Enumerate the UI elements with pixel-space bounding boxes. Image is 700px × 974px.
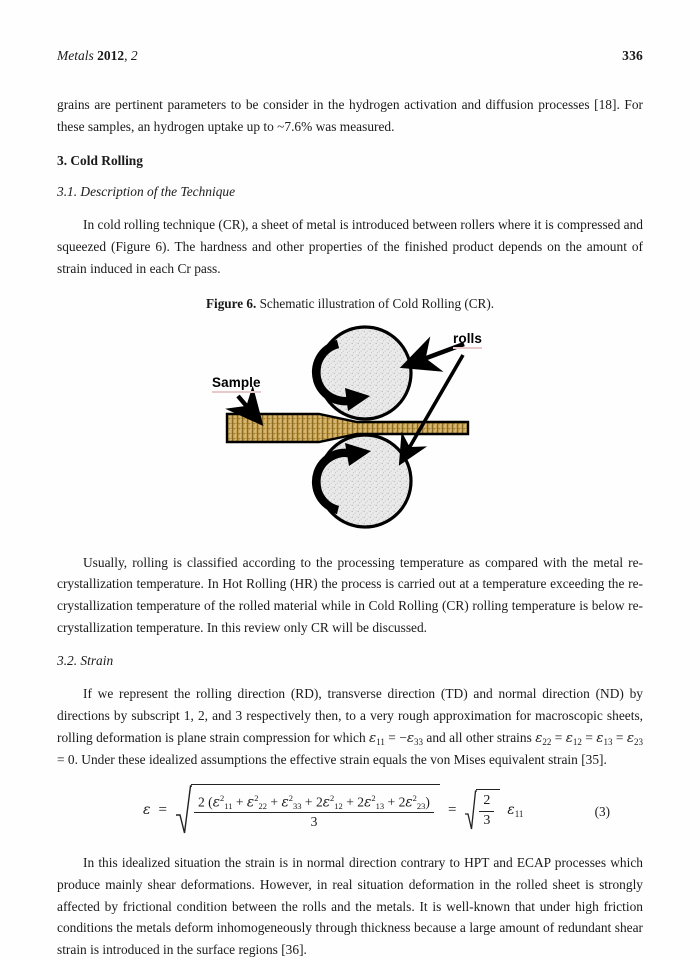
paragraph-hot-vs-cold: Usually, rolling is classified according to the processing temperature as compared with the metal re-crystallization temperature. In Hot Rolling (HR) the process is carried out at a temperature exceeding the re-crystallization temperature of the rolled material while in Cold Rolling (CR) rolling temperature is below re-crystallization temperature. In this review only CR will be discussed. [57,554,643,635]
equation-3-row [57,784,643,842]
epsilon-12: ε [565,730,573,746]
journal-name: Metals [57,48,94,63]
page-content [57,48,643,974]
epsilon-11: ε [369,730,377,746]
epsilon-11-sub: 11 [376,736,385,747]
rhs-radical-content [476,789,500,831]
bottom-roll-circle [319,435,411,527]
figure-label-sample: Sample [212,376,261,393]
equation-denominator: 3 [310,814,318,830]
strain-text-part1: If we represent the rolling direction (RD), transverse direction (TD) and normal direction (ND) by directions by subscript 1, 2, and 3 respectively then, to a very rough approximation for macroscopic sheets, rolling deformation is plane strain compression for which [57,686,643,745]
figure-caption [57,296,643,312]
equation-rhs-epsilon: $\varepsilon_{11}$ [507,802,524,820]
paragraph-cold-rolling-intro: In cold rolling technique (CR), a sheet of metal is introduced between rollers where it is compressed and squeezed (Figure 6). The hardness and other properties of the finished product depends on the amount of strain induced in each Cr pass. [57,217,644,276]
heading-section-3: 3. Cold Rolling [57,153,143,169]
strain-eq-c: = [612,729,627,745]
heading-subsection-3-2: 3.2. Strain [57,653,114,669]
epsilon-33-sub: 33 [414,736,423,747]
radical-content [191,784,440,836]
heading-subsection-3-1: 3.1. Description of the Technique [57,184,236,200]
equation-equals-1: = [158,801,167,818]
strain-text-part2: and all other strains [423,729,536,745]
equation-equals-2: = [447,801,457,818]
epsilon-23-sub: 23 [634,736,644,747]
cold-rolling-diagram [57,318,643,546]
strain-eq-d: = 0. Under these idealized assumptions the effective strain equals the von Mises equivalent strain [35]. [57,752,607,768]
top-roll-circle [319,327,411,419]
equation-number: (3) [594,804,610,820]
epsilon-12-sub: 12 [572,736,582,747]
epsilon-13: ε [596,730,604,746]
strain-eq-1: = − [384,729,407,745]
figure-label-rolls: rolls [453,332,482,349]
figure-caption-label: Figure 6. [205,295,257,311]
strain-eq-b: = [581,729,597,745]
equation-rhs-radical [464,789,500,831]
running-head [57,48,643,64]
epsilon-22: ε [535,730,543,746]
journal-year: 2012 [97,48,125,63]
figure-cold-rolling [57,318,643,546]
equation-numerator: 2 $(\varepsilon^2_{11} + \varepsilon^2_{22} + \varepsilon^2_{33} + 2\varepsilon^2_{12} + 2\varepsilon^2_{13} + 2\varepsilon^2_{23})$ [197,793,430,811]
epsilon-22-sub: 22 [542,736,552,747]
equation-lhs-epsilon: ε [143,802,151,819]
epsilon-33: ε [406,730,414,746]
page-number: 336 [622,48,643,63]
strain-eq-a: = [551,729,566,745]
epsilon-23: ε [626,730,635,746]
radical-sign-icon [175,784,192,836]
equation-main-radical [175,784,440,836]
paragraph-intro: grains are pertinent parameters to be consider in the hydrogen activation and diffusion processes [18]. For these samples, an hydrogen uptake up to ~7.6% was measured. [57,97,643,134]
equation-rhs-fraction [479,793,494,829]
equation-rhs-numerator: 2 [483,793,491,809]
journal-comma: , [124,48,128,63]
running-head-journal [57,48,138,64]
paragraph-strain-final: In this idealized situation the strain is in normal direction contrary to HPT and ECAP processes which produce mainly shear deformations. However, in real situation deformation in the rolled sheet is strongly affected by frictional condition between the rolls and the metals. It is well-known that under high friction conditions the metals deform inhomogeneously through thickness because a large amount of redundant shear strain is introduced in the surface regions [36]. [57,855,643,957]
figure-caption-text: Schematic illustration of Cold Rolling (CR). [259,295,495,311]
equation-fraction [194,793,434,830]
equation-3 [143,784,523,836]
epsilon-13-sub: 13 [603,736,613,747]
paragraph-strain-definition [57,683,643,771]
journal-volume: 2 [130,48,138,63]
equation-rhs-denominator: 3 [483,813,491,829]
